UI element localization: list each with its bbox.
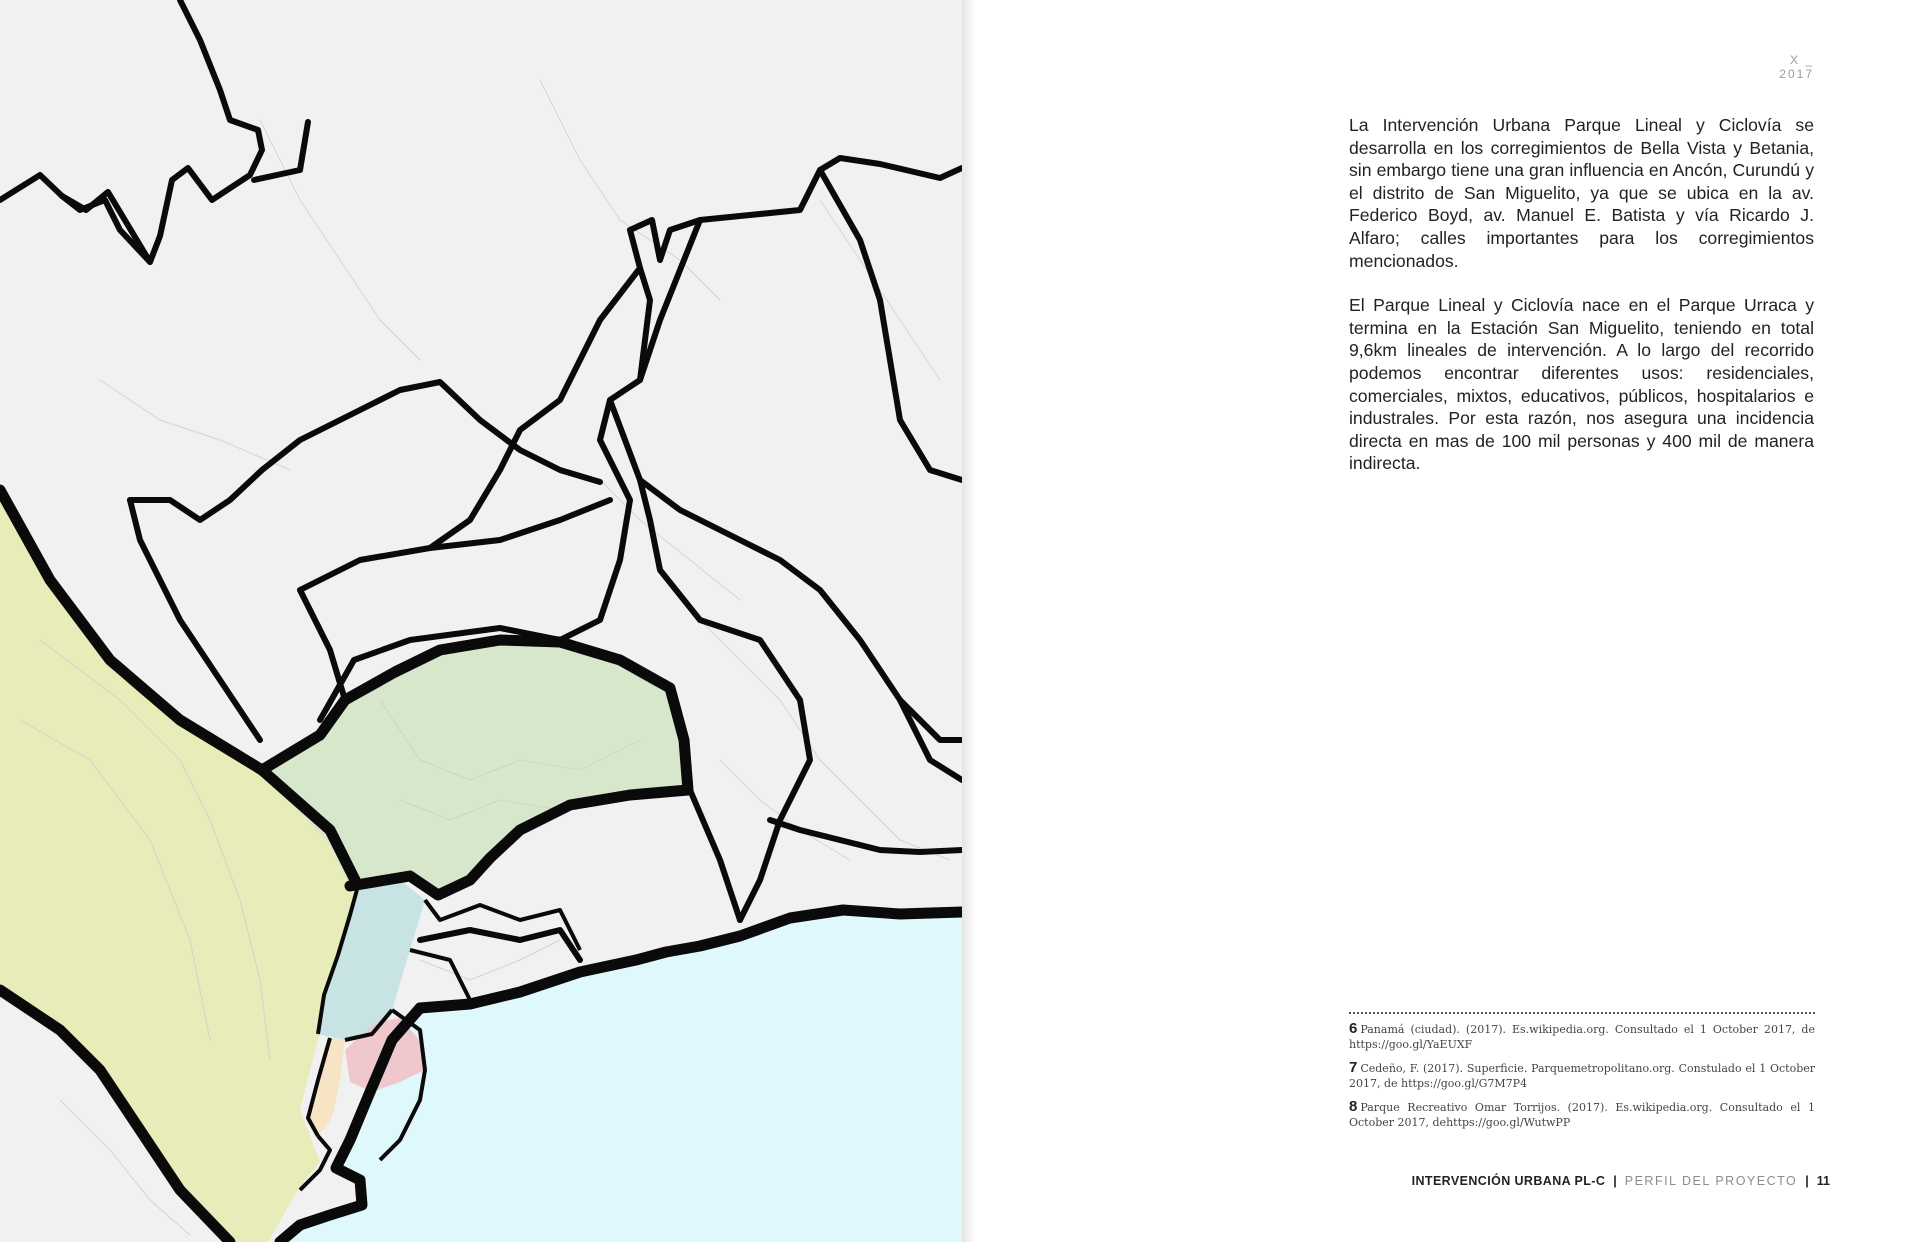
footnote-text: Cedeño, F. (2017). Superficie. Parquemetropolitano.org. Constulado el 1 October 2017, de https://goo.gl/G7M7P4 [1349,1062,1815,1090]
footer-section-title: PERFIL DEL PROYECTO [1624,1174,1798,1188]
footnote-item [1349,1061,1815,1091]
footnote-text: Parque Recreativo Omar Torrijos. (2017). Es.wikipedia.org. Consultado el 1 October 2017, dehttps://goo.gl/WutwPP [1349,1101,1815,1129]
body-text [1349,114,1814,497]
footnote-number: 7 [1349,1059,1358,1076]
page-number: 11 [1816,1174,1830,1188]
page-gutter [962,0,976,1242]
footer-separator: | [1613,1174,1617,1188]
running-footer [1300,1174,1830,1188]
footer-separator: | [1805,1174,1809,1188]
footnote-divider [1349,1012,1815,1014]
footnotes [1349,1022,1815,1139]
paragraph-route: El Parque Lineal y Ciclovía nace en el Parque Urraca y termina en la Estación San Miguelito, teniendo en total 9,6km lineales de intervención. A lo largo del recorrido podemos encontrar diferentes usos: residenciales, comerciales, mixtos, educativos, públicos, hospitalarios e industrales. Por esta razón, nos asegura una incidencia directa en mas de 100 mil personas y 400 mil de manera indirecta. [1349,295,1814,474]
footnote-number: 6 [1349,1020,1358,1037]
footnote-text: Panamá (ciudad). (2017). Es.wikipedia.org. Consultado el 1 October 2017, de https://goo.gl/YaEUXF [1349,1023,1815,1051]
footer-project-title: INTERVENCIÓN URBANA PL-C [1411,1174,1606,1188]
footnote-number: 8 [1349,1098,1358,1115]
footnote-item [1349,1100,1815,1130]
paragraph-intro: La Intervención Urbana Parque Lineal y Ciclovía se desarrolla en los corregimientos de Bella Vista y Betania, sin embargo tiene una gran influencia en Ancón, Curundú y el distrito de San Miguelito, ya que se ubica en la av. Federico Boyd, av. Manuel E. Batista y vía Ricardo J. Alfaro; calles importantes para los corregimientos mencionados. [1349,115,1814,271]
footnote-item [1349,1022,1815,1052]
header-mark: X _ 2017 [1779,53,1814,81]
